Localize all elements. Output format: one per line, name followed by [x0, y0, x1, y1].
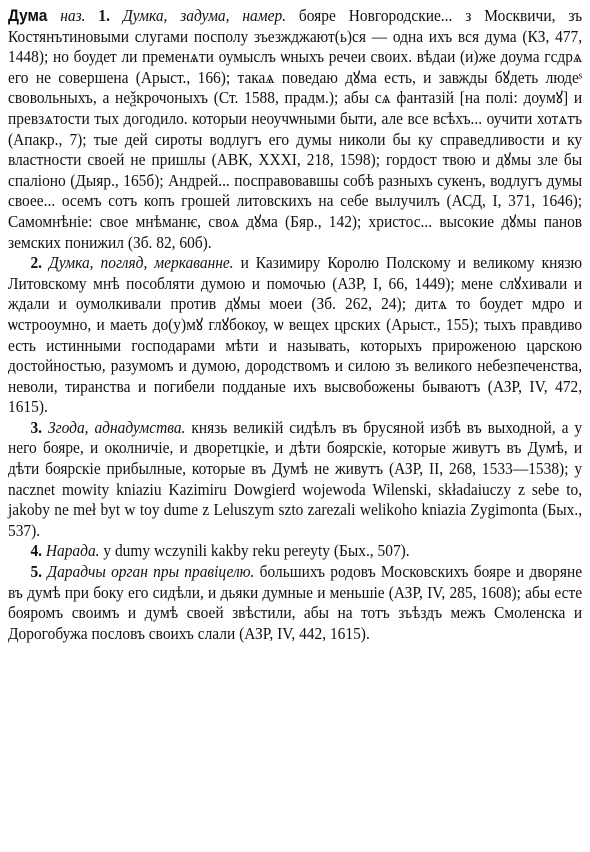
sense-1: [8, 6, 582, 253]
sense-3: [8, 418, 582, 542]
sense-citations: y dumy wczynili kakby reku pereyty (Быx., 507).: [99, 541, 410, 561]
sense-gloss: Згода, аднадумства.: [47, 417, 186, 437]
sense-gloss: Думка, погляд, меркаванне.: [49, 253, 234, 273]
sense-2: [8, 253, 582, 418]
sense-number: 3.: [30, 417, 43, 437]
grammar-label: наз.: [60, 6, 86, 25]
sense-citations: большихъ родовъ Московскихъ бояре и дворяне въ думѣ при боку его сидѣли, и дьяки думные и меньшіе (АЗР, IV, 285, 1608); абы есте бояромъ своимъ и думѣ своей звѣстили, абы на тотъ зъѣздъ межъ Смоленска и Дорогобужа пословъ своихъ слали (АЗР, IV, 442, 1615).: [8, 562, 583, 643]
sense-4: [8, 541, 582, 562]
sense-number: 1.: [98, 6, 110, 25]
sense-citations: князь великій сидѣлъ въ брусяной избѣ въ выходной, а у него бояре, и околничіе, и дворетцкіе, и дѣти боярскіе, которые живутъ въ Думѣ, и дѣти боярскіе прибылные, которые въ Думѣ не живутъ (АЗР, II, 268, 1533—1538); y nacznet mowity kniaziu Kazimiru Dowgierd wojewoda Wilenski, składaiuczy z sebe to, jakoby ne meł byt w toy dume z Leluszym szto zarezali welikoho kniazia Zygimonta (Быx., 537).: [8, 417, 583, 540]
dictionary-entry: [8, 6, 582, 644]
sense-gloss: Дарадчы орган пры правіцелю.: [47, 562, 255, 582]
sense-number: 5.: [30, 562, 43, 582]
sense-number: 2.: [30, 253, 43, 273]
sense-gloss: Думка, задума, намер.: [122, 6, 287, 25]
sense-citations: и Казимиру Королю Полскому и великому князю Литовскому мнѣ пособляти думою и помочью (АЗР, I, 66, 1449); мене слꙋхивали и ждали и оумолкивали против дꙋмы моеи (Зб. 262, 24); дитѧ то боудет мдро и ѡстрооумно, и маеть до(у)мꙋ глꙋбокоу, ѡ вещех црских (Арыст., 155); тыхъ правдиво есть истинными господарами мѣти и называть, которыхъ прироженою царскою достойностью, разумомъ и думою, дородствомъ и силою зъ великого небезпеченства, неволи, тиранства и погибели подданые ихъ высвобожены бываютъ (АЗР, IV, 472, 1615).: [8, 253, 583, 417]
entry-headword: Дума: [8, 7, 48, 25]
sense-citations: бояре Новгородские... з Москвичи, зъ Костянътиновыми слугами посполу зъезжджают(ь)ся — одна ихъ вся дума (КЗ, 477, 1448); но боудет ли пременѧти оумыслъ ѡныхъ речеи своих. вѣдаи (и)же доума гсдрѧ его не совершена (Арыст., 166); такаѧ поведаю дꙋма есть, и завжды бꙋдеть людеˢ свовольныхъ, а неѯкрочоныхъ (Ст. 1588, прадм.); абы сѧ фантазій [на полі: доумꙋ] и превзѧтости тых догодило. которыи неоучѡными быти, але все всѣхъ... оучити хотѧтъ (Апакр., 7); тые дей сироты водлугъ его думы николи бы ку справедливости и ку властности своей не пришлы (АВК, XXXI, 218, 1598); гордост твою и дꙋмы зле бы спаліоно (Дыяр., 165б); Андрей... посправовавшы собѣ разныхъ сукенъ, водлугъ думы своее... осемъ сотъ копъ грошей литовскихъ на себе вылучилъ (АСД, I, 371, 1646); Самомнѣніе: свое мнѣманѥ, своѧ дꙋма (Бяр., 142); христос... высокие дꙋмы панов земских понижил (Зб. 82, 60б).: [8, 6, 583, 252]
sense-5: [8, 562, 582, 644]
sense-number: 4.: [30, 541, 43, 561]
sense-gloss: Нарада.: [45, 541, 100, 561]
